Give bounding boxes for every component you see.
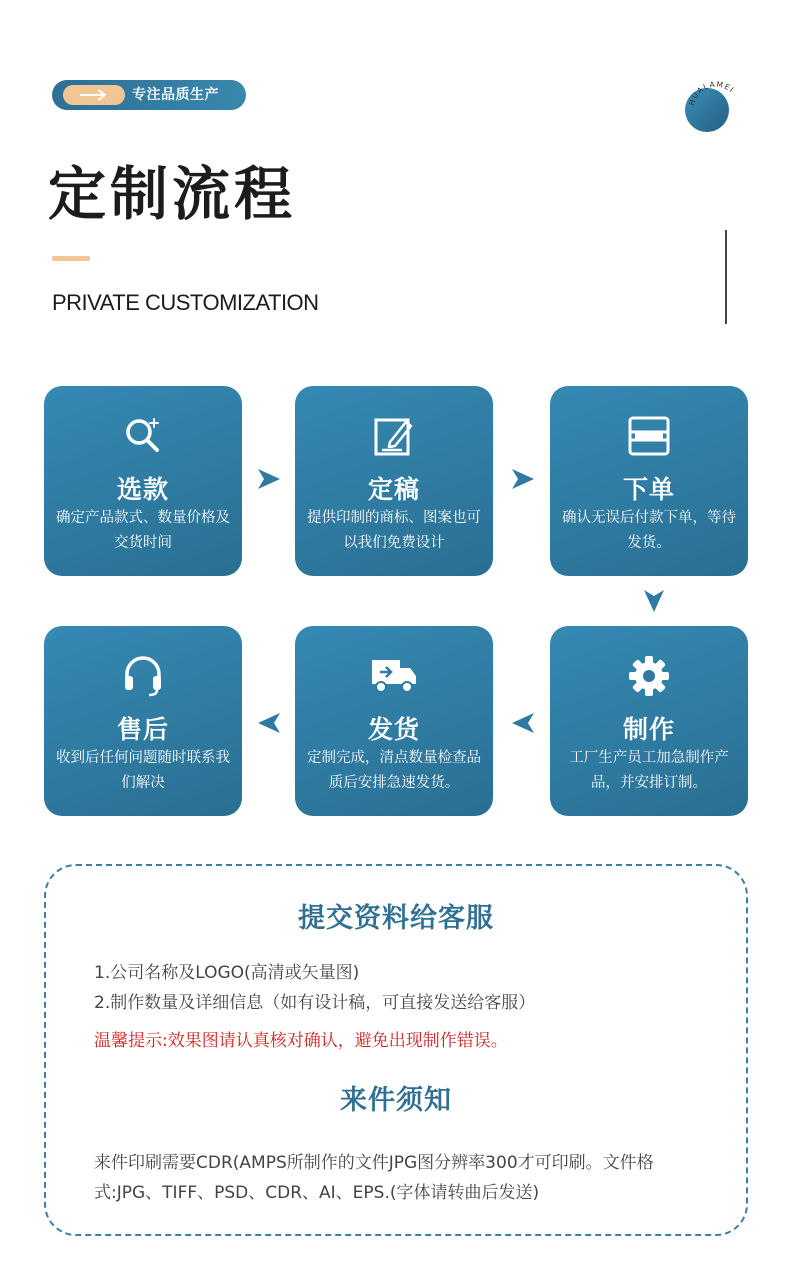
step-title: 定稿 (367, 475, 420, 504)
step-card-select (44, 386, 242, 576)
brand-logo (680, 76, 750, 146)
page-subtitle: PRIVATE CUSTOMIZATION (52, 290, 319, 315)
step-desc: 确定产品款式、数量价格及交货时间 (56, 510, 230, 551)
step-card-aftersales (44, 626, 242, 816)
step-desc: 收到后任何问题随时联系我们解决 (56, 750, 230, 791)
step-card-produce (550, 626, 748, 816)
badge-pill (52, 80, 246, 110)
step-desc: 提供印制的商标、图案也可以我们免费设计 (307, 510, 481, 551)
svg-text:HUALAMEI: HUALAMEI (687, 79, 737, 107)
step-title: 售后 (116, 715, 169, 744)
step-desc: 确认无误后付款下单，等待发货。 (562, 510, 736, 551)
edit-icon (295, 414, 493, 458)
title-accent-bar (52, 256, 90, 261)
step-desc: 定制完成，清点数量检查品质后安排急速发货。 (307, 750, 481, 791)
step-card-order (550, 386, 748, 576)
step-title: 制作 (622, 715, 675, 744)
arrow-left-icon (256, 710, 282, 736)
arrow-left-icon (510, 710, 536, 736)
step-title: 选款 (116, 475, 169, 504)
info-box (44, 864, 748, 1236)
page-title: 定制流程 (48, 160, 297, 228)
arrow-right-icon (63, 85, 125, 105)
truck-icon (295, 654, 493, 698)
notice-text: 来件印刷需要CDR(AMPS所制作的文件JPG图分辨率300才可印刷。文件格式:JPG、TIFF、PSD、CDR、AI、EPS.(字体请转曲后发送) (94, 1153, 654, 1203)
submit-heading: 提交资料给客服 (298, 903, 494, 934)
step-card-ship (295, 626, 493, 816)
headset-icon (44, 654, 242, 698)
step-desc: 工厂生产员工加急制作产品，并安排订制。 (569, 750, 729, 791)
submit-item: 1.公司名称及LOGO(高清或矢量图) (94, 963, 360, 983)
divider-line (725, 230, 727, 324)
arrow-down-icon (641, 588, 667, 614)
arrow-right-icon (510, 466, 536, 492)
submit-item: 2.制作数量及详细信息（如有设计稿，可直接发送给客服） (94, 993, 536, 1013)
warning-text: 温馨提示:效果图请认真核对确认，避免出现制作错误。 (94, 1031, 508, 1051)
step-card-finalize (295, 386, 493, 576)
gear-icon (550, 654, 748, 698)
notice-heading: 来件须知 (340, 1085, 452, 1116)
step-title: 下单 (622, 475, 675, 504)
badge-text: 专注品质生产 (132, 87, 219, 103)
search-icon (44, 414, 242, 458)
arrow-right-icon (256, 466, 282, 492)
step-title: 发货 (367, 715, 420, 744)
order-icon (550, 414, 748, 458)
